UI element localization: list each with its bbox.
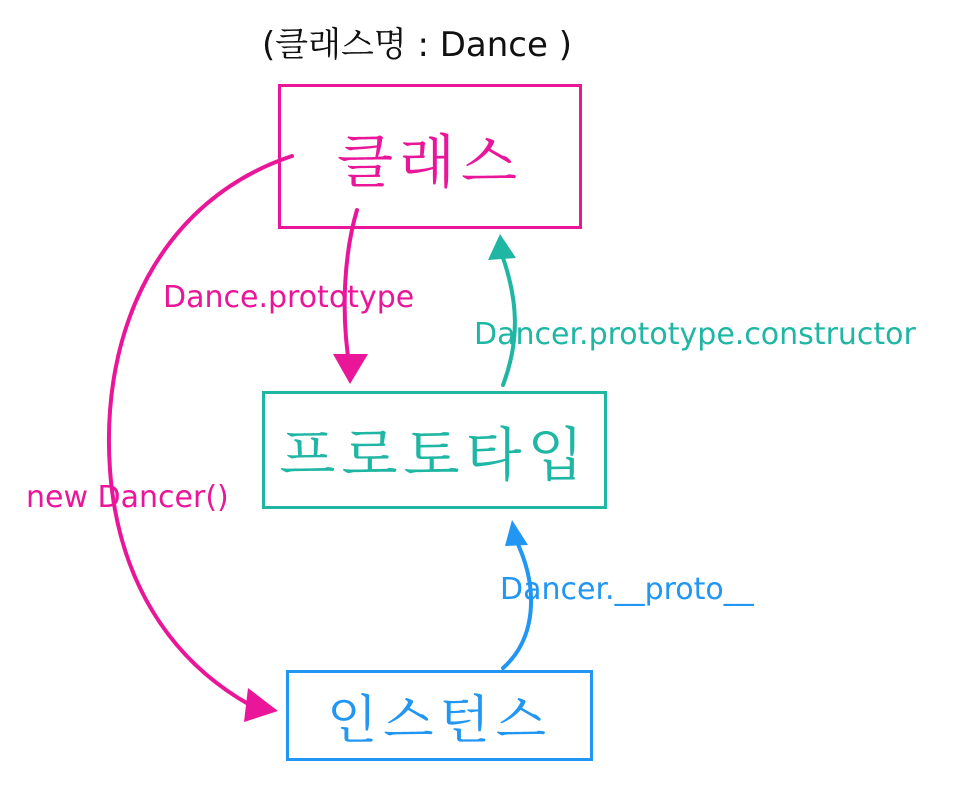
edge-label-new-dancer: new Dancer() — [26, 480, 229, 515]
edge-label-prototype-constructor: Dancer.prototype.constructor — [474, 317, 916, 352]
instance-to-prototype-arrowhead — [505, 520, 528, 546]
prototype-to-class-arrowhead — [488, 234, 516, 260]
diagram-title: (클래스명 : Dance ) — [262, 25, 572, 65]
prototype-node-label: 프로토타입 — [279, 421, 590, 489]
edge-label-dance-prototype: Dance.prototype — [163, 280, 415, 315]
class-to-instance-edge — [109, 156, 292, 705]
instance-node-label: 인스턴스 — [327, 691, 552, 751]
edge-label-dancer-proto: Dancer.__proto__ — [500, 572, 754, 607]
class-node-label: 클래스 — [336, 127, 524, 196]
class-to-prototype-arrowhead — [333, 354, 368, 384]
class-to-instance-arrowhead — [244, 688, 278, 722]
